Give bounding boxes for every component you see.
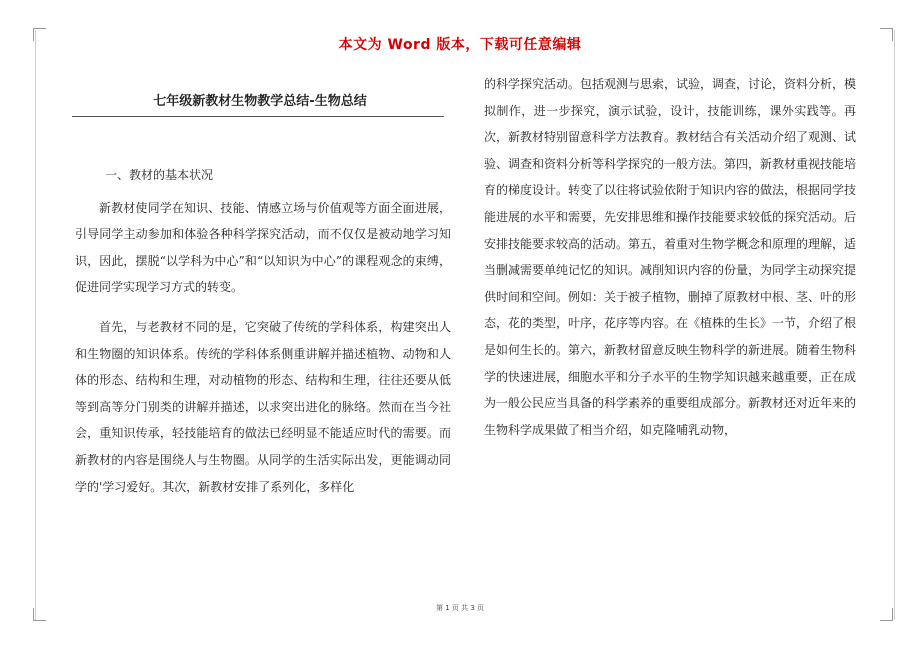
paragraph-2: 首先，与老教材不同的是，它突破了传统的学科体系，构建突出人和生物圈的知识体系。传统的学科体系侧重讲解并描述植物、动物和人体的形态、结构和生理，对动植物的形态、结构和生理，往往还要从低等到高等分门别类的讲解并描述，以求突出进化的脉络。然而在当今社会，重知识传承，轻技能培育的做法已经明显不能适应时代的需要。而新教材的内容是围绕人与生物圈。从同学的生活实际出发，更能调动同学的'学习爱好。其次，新教材安排了系列化，多样化 [75,319,451,494]
document-title: 七年级新教材生物教学总结-生物总结 [153,94,367,109]
right-column-text: 的科学探究活动。包括观测与思索，试验，调查，讨论，资料分析，模拟制作，进一步探究，演示试验，设计，技能训练，课外实践等。再次，新教材特别留意科学方法教育。教材结合有关活动介绍了观测、试验、调查和资料分析等科学探究的一般方法。第四，新教材重视技能培育的梯度设计。转变了以往将试验依附于知识内容的做法，根据同学技能进展的水平和需要，先安排思维和操作技能要求较低的探究活动。后安排技能要求较高的活动。第五，着重对生物学概念和原理的理解，适当删减需要单纯记忆的知识。减削知识内容的份量，为同学主动探究提供时间和空间。例如：关于被子植物，删掉了原教材中根、茎、叶的形态，花的类型，叶序，花序等内容。在《植株的生长》一节，介绍了根是如何生长的。第六，新教材留意反映生物科学的新进展。随着生物科学的快速进展，细胞水平和分子水平的生物学知识越来越重要，正在成为一般公民应当具备的科学素养的重要组成部分。新教材还对近年来的生物科学成果做了相当介绍，如克隆哺乳动物， [484,77,857,437]
left-column [75,162,451,500]
right-column [484,71,856,443]
title-underline [72,116,444,117]
paragraph-1: 新教材使同学在知识、技能、情感立场与价值观等方面全面进展，引导同学主动参加和体验各种科学探究活动，而不仅仅是被动地学习知识，因此，摆脱“以学科为中心”和“以知识为中心”的课程观念的束缚，促进同学实现学习方式的转变。 [75,200,451,295]
section-heading: 一、教材的基本状况 [105,168,214,182]
header-banner: 本文为 Word 版本，下载可任意编辑 [338,37,582,53]
page-indicator: 第 1 页 共 3 页 [435,604,485,612]
